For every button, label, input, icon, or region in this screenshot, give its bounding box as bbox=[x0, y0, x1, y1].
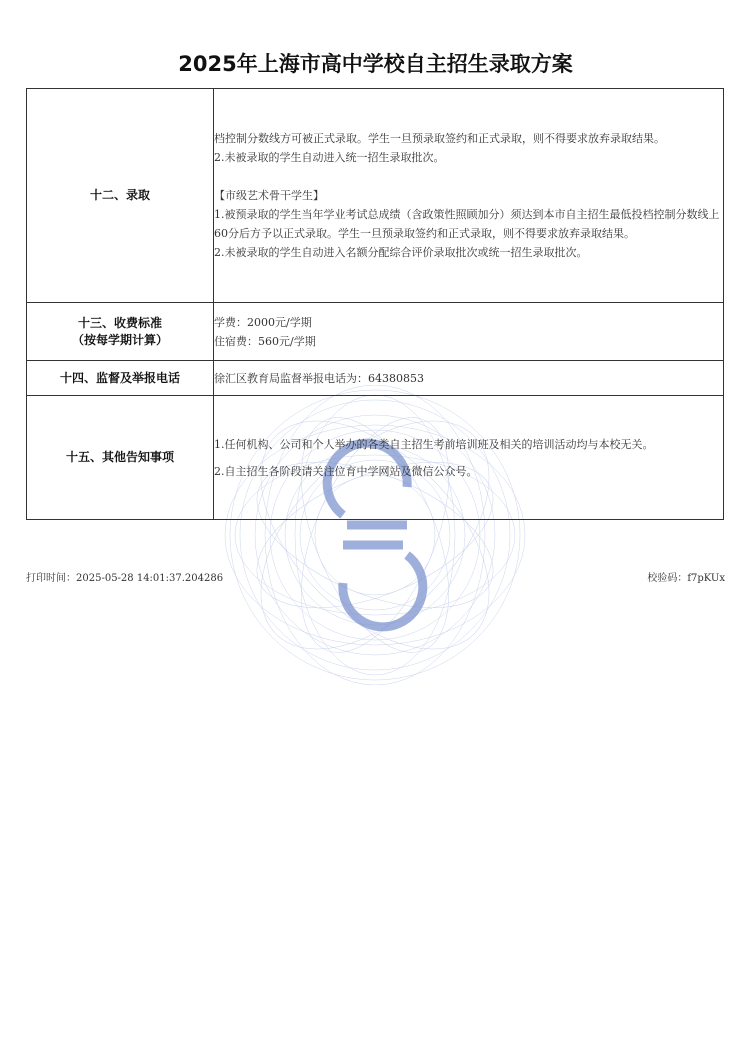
section-label-admission: 十二、录取 bbox=[27, 89, 214, 303]
section-content-hotline bbox=[214, 361, 724, 396]
section-content-notices bbox=[214, 396, 724, 520]
admission-paragraph: 档控制分数线方可被正式录取。学生一旦预录取签约和正式录取，则不得要求放弃录取结果。 bbox=[214, 132, 665, 145]
fees-label-line1: 十三、收费标准 bbox=[77, 315, 162, 330]
admission-paragraph: 1.被预录取的学生当年学业考试总成绩（含政策性照顾加分）须达到本市自主招生最低投档控制分数线上60分后方予以正式录取。学生一旦预录取签约和正式录取，则不得要求放弃录取结果。 bbox=[214, 208, 720, 240]
table-row-notices bbox=[27, 396, 724, 520]
spacer bbox=[214, 167, 723, 186]
print-time: 打印时间：2025-05-28 14:01:37.204286 bbox=[26, 573, 224, 584]
checksum: 校验码：f7pKUx bbox=[647, 573, 725, 584]
admission-subheading: 【市级艺术骨干学生】 bbox=[214, 189, 324, 202]
fee-lodging: 住宿费：560元/学期 bbox=[214, 334, 316, 348]
section-content-admission bbox=[214, 89, 724, 303]
table-row-admission bbox=[27, 89, 724, 303]
table-row-fees bbox=[27, 303, 724, 361]
table-row-hotline bbox=[27, 361, 724, 396]
fees-label-line2: （按每学期计算） bbox=[71, 332, 168, 347]
fee-tuition: 学费：2000元/学期 bbox=[214, 315, 312, 329]
admission-paragraph: 2.未被录取的学生自动进入统一招生录取批次。 bbox=[214, 151, 445, 164]
page-title: 2025年上海市高中学校自主招生录取方案 bbox=[178, 52, 573, 76]
section-label-hotline: 十四、监督及举报电话 bbox=[27, 361, 214, 396]
notice-item: 1.任何机构、公司和个人举办的各类自主招生考前培训班及相关的培训活动均与本校无关。 bbox=[214, 437, 654, 451]
hotline-text: 徐汇区教育局监督举报电话为：64380853 bbox=[214, 371, 424, 385]
section-label-notices: 十五、其他告知事项 bbox=[27, 396, 214, 520]
notice-item: 2.自主招生各阶段请关注位育中学网站及微信公众号。 bbox=[214, 464, 478, 478]
admission-table bbox=[26, 88, 724, 520]
admission-paragraph: 2.未被录取的学生自动进入名额分配综合评价录取批次或统一招生录取批次。 bbox=[214, 246, 588, 259]
section-content-fees bbox=[214, 303, 724, 361]
section-label-fees bbox=[27, 303, 214, 361]
